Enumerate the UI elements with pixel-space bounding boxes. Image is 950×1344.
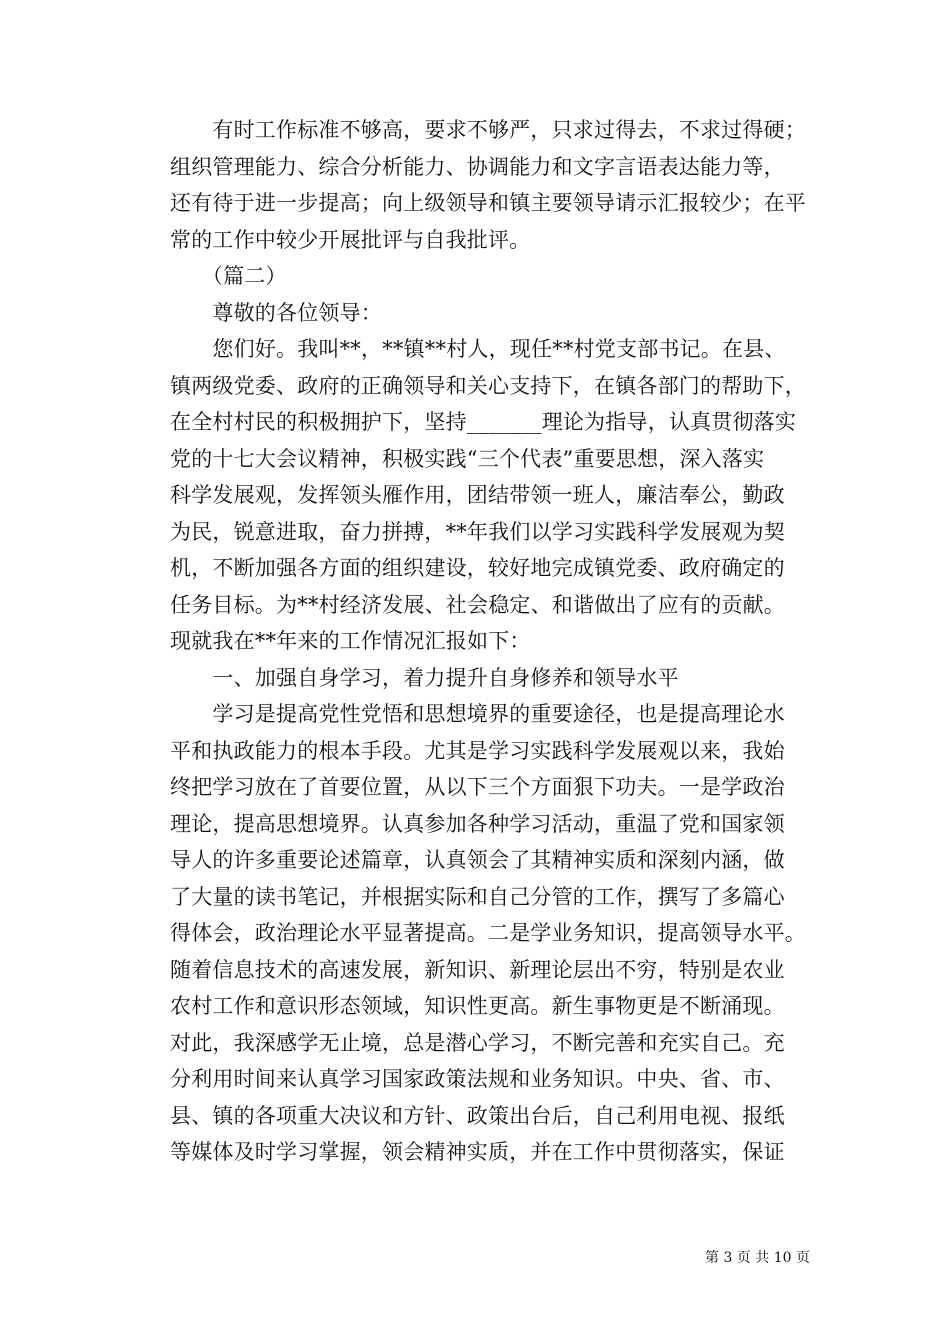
text-line: 组织管理能力、综合分析能力、协调能力和文字言语表达能力等， xyxy=(170,154,785,179)
text-line: 科学发展观，发挥领头雁作用，团结带领一班人，廉洁奉公，勤政 xyxy=(170,483,785,507)
text-line: 得体会，政治理论水平显著提高。二是学业务知识，提高领导水平。 xyxy=(170,921,806,945)
text-line: 有时工作标准不够高，要求不够严，只求过得去，不求过得硬； xyxy=(170,118,806,142)
page-number: 第 3 页 共 10 页 xyxy=(705,1250,810,1266)
subheading: 一、加强自身学习，着力提升自身修养和领导水平 xyxy=(170,665,679,690)
text-line: 导人的许多重要论述篇章，认真领会了其精神实质和深刻内涵，做 xyxy=(170,848,785,872)
text-line: 机，不断加强各方面的组织建设，较好地完成镇党委、政府确定的 xyxy=(170,556,785,580)
section-title: （篇二） xyxy=(170,264,287,288)
document-body xyxy=(170,112,830,1171)
text-line: 为民，锐意进取，奋力拼搏，**年我们以学习实践科学发展观为契 xyxy=(170,519,785,544)
text-line: 镇两级党委、政府的正确领导和关心支持下，在镇各部门的帮助下， xyxy=(170,373,806,398)
text-line: 学习是提高党性党悟和思想境界的重要途径，也是提高理论水 xyxy=(170,702,785,726)
text-line: 现就我在**年来的工作情况汇报如下： xyxy=(170,629,531,653)
salutation: 尊敬的各位领导： xyxy=(170,300,382,325)
text-line: 等媒体及时学习掌握，领会精神实质，并在工作中贯彻落实，保证 xyxy=(170,1140,785,1164)
text-line: 在全村村民的积极拥护下，坚持_______理论为指导，认真贯彻落实 xyxy=(170,410,797,434)
text-line: 农村工作和意识形态领域，知识性更高。新生事物更是不断涌现。 xyxy=(170,994,785,1018)
text-line: 终把学习放在了首要位置，从以下三个方面狠下功夫。一是学政治 xyxy=(170,775,785,799)
text-line: 还有待于进一步提高；向上级领导和镇主要领导请示汇报较少；在平 xyxy=(170,191,806,215)
text-line: 了大量的读书笔记，并根据实际和自己分管的工作，撰写了多篇心 xyxy=(170,884,785,909)
text-line: 分利用时间来认真学习国家政策法规和业务知识。中央、省、市、 xyxy=(170,1067,785,1091)
text-line: 对此，我深感学无止境，总是潜心学习，不断完善和充实自己。充 xyxy=(170,1030,785,1055)
text-line: 平和执政能力的根本手段。尤其是学习实践科学发展观以来，我始 xyxy=(170,738,785,763)
text-line: 随着信息技术的高速发展，新知识、新理论层出不穷，特别是农业 xyxy=(170,957,785,982)
text-line: 党的十七大会议精神，积极实践“三个代表”重要思想，深入落实 xyxy=(170,446,765,471)
text-line: 任务目标。为**村经济发展、社会稳定、和谐做出了应有的贡献。 xyxy=(170,592,785,617)
text-line: 常的工作中较少开展批评与自我批评。 xyxy=(170,227,531,252)
text-line: 理论，提高思想境界。认真参加各种学习活动，重温了党和国家领 xyxy=(170,811,785,836)
text-line: 县、镇的各项重大决议和方针、政策出台后，自己利用电视、报纸 xyxy=(170,1103,785,1128)
text-line: 您们好。我叫**，**镇**村人，现任**村党支部书记。在县、 xyxy=(170,337,786,361)
